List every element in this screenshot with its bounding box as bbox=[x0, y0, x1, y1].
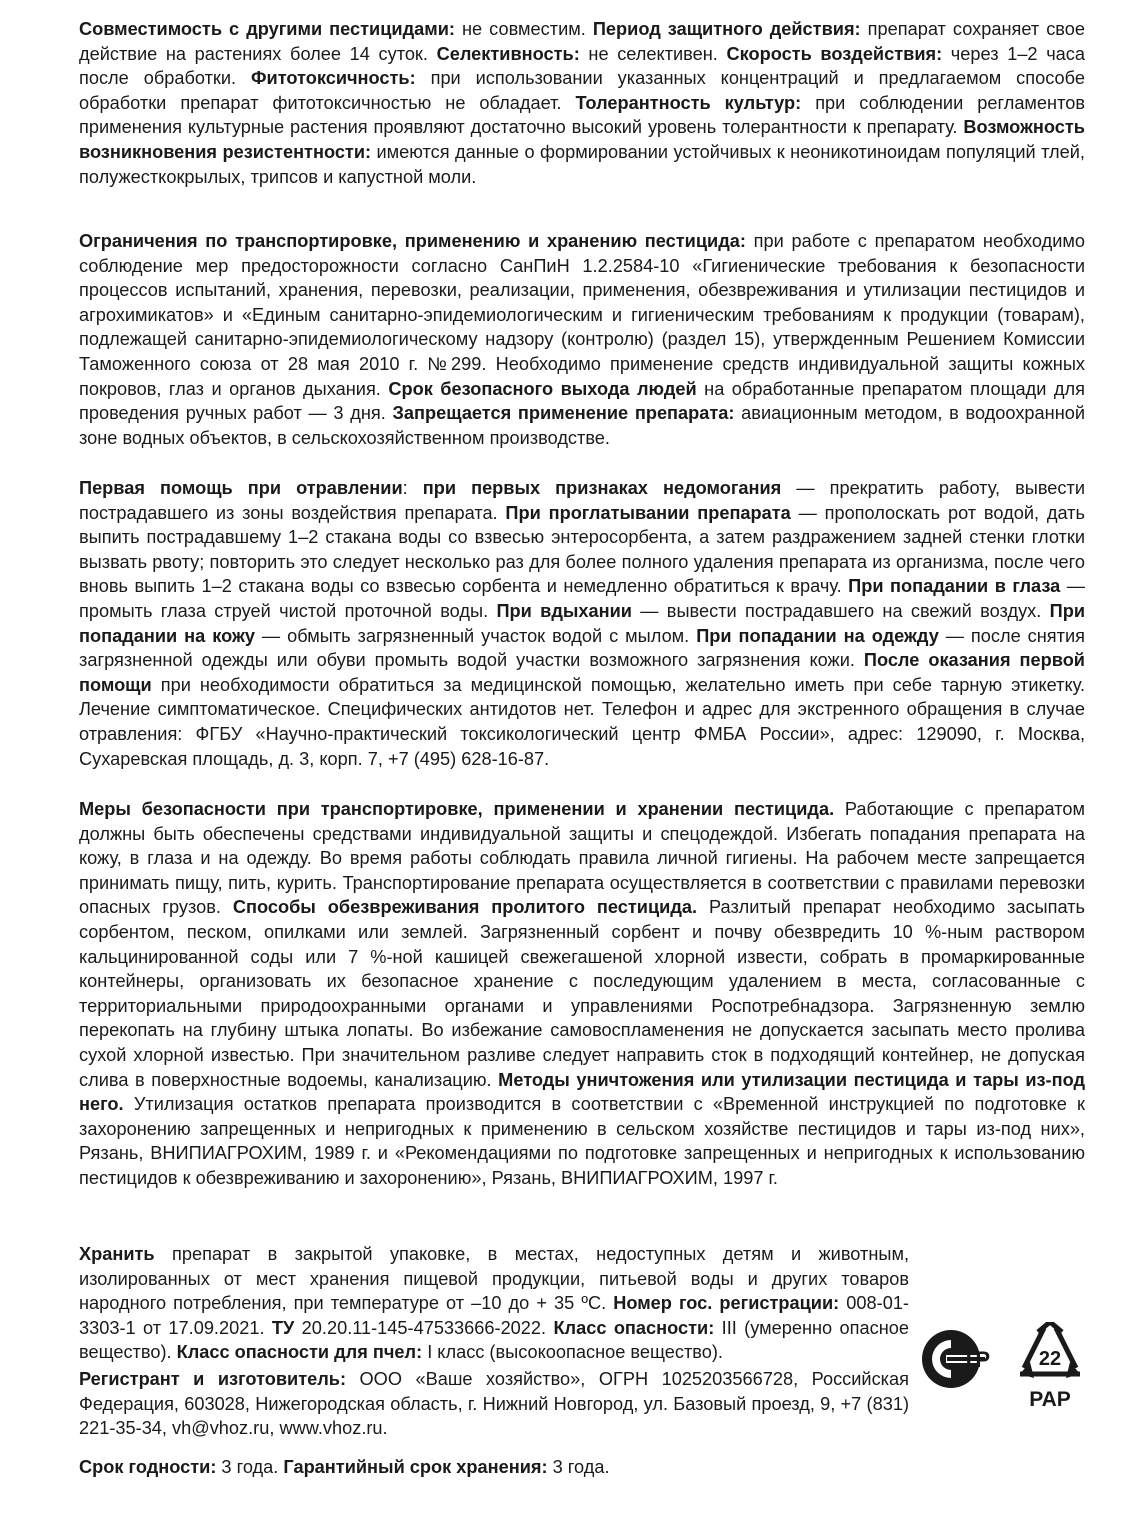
recycle-number: 22 bbox=[1038, 1348, 1062, 1370]
storage-paragraph bbox=[79, 1242, 909, 1365]
body-text: авиационным методом, в водоохранной зоне водных объектов, в сельскохозяйственном производстве. bbox=[79, 403, 1086, 448]
bold-term: При попадании в глаза bbox=[848, 576, 1061, 597]
body-text: Утилизация остатков препарата производится в соответствии с «Временной инструкцией по подготовке к захоронению запрещенных и непригодных к применению в сельском хозяйстве пестицидов и тары из-под них», Рязань, ВНИПИАГРОХИМ, 1989 г. и «Рекомендациями по подготовке запрещенных и непригодных к использованию пестицидов к обезвреживанию и захоронению», Рязань, ВНИПИАГРОХИМ, 1997 г. bbox=[79, 1094, 1085, 1188]
bold-term: Срок безопасного выхода людей bbox=[388, 378, 697, 399]
bold-term: Селективность: bbox=[436, 43, 580, 64]
compatibility-paragraph bbox=[79, 17, 1085, 189]
body-text: Работающие с препаратом должны быть обеспечены средствами индивидуальной защиты и спецодеждой. Избегать попадания препарата на кожу, в глаза и на одежду. Во время работы соблюдать правила личной гигиены. На рабочем месте запрещается принимать пищу, пить, курить. Транспортирование препарата осуществляется в соответствии с правилами перевозки опасных грузов. bbox=[79, 799, 1086, 918]
bold-term: Первая помощь при отравлении bbox=[79, 478, 403, 498]
body-text: не селективен. bbox=[579, 43, 727, 64]
body-text: имеются данные о формировании устойчивых к неоникотиноидам популяций тлей, полужесткокрылых, трипсов и капустной моли. bbox=[79, 141, 1085, 187]
body-text: препарат сохраняет свое действие на растениях более 14 суток. bbox=[79, 19, 1085, 64]
body-text: при необходимости обратиться за медицинской помощью, желательно иметь при себе тарную этикетку. Лечение симптоматическое. Специфических антидотов нет. Телефон и адрес для экстренного обращения в случае отравления: ФГБУ «Научно-практический токсикологический центр ФМБА России», адрес: 129090, г. Москва, Сухаревская площадь, д. 3, корп. 7, +7 (495) 628-16-87. bbox=[79, 674, 1085, 769]
body-text: — обмыть загрязненный участок водой с мылом. bbox=[254, 625, 697, 646]
body-text: — прополоскать рот водой, дать выпить пострадавшему 1–2 стакана воды со взвесью энтеросорбента, а затем раздражением задней стенки глотки вызвать рвоту; повторить это следует несколько раз для более полного удаления препарата из организма, после чего вновь выпить 1–2 стакана воды со взвесью сорбента и немедленно обратиться к врачу. bbox=[79, 502, 1085, 597]
body-text: ООО «Ваше хозяйство», ОГРН 1025203566728, Российская Федерация, 603028, Нижегородская область, г. Нижний Новгород, ул. Базовый проезд, 9, +7 (831) 221-35-34, vh@vhoz.ru, www.vhoz.ru. bbox=[79, 1369, 909, 1439]
body-text: — после снятия загрязненной одежды или обуви промыть водой участки возможного загрязнения кожи. bbox=[79, 625, 1085, 671]
bold-term: После оказания первой помощи bbox=[79, 650, 1085, 695]
bold-term: Толерантность культур: bbox=[575, 92, 802, 113]
bold-term: Гарантийный срок хранения: bbox=[283, 1457, 548, 1477]
body-text: — прекратить работу, вывести пострадавшего из зоны воздействия препарата. bbox=[79, 478, 1085, 523]
body-text: 3 года. bbox=[216, 1457, 284, 1477]
bold-term: Срок годности: bbox=[79, 1457, 217, 1477]
recycle-icon bbox=[1010, 1322, 1090, 1422]
body-text: 3 года. bbox=[547, 1457, 610, 1477]
recycle-label: PAP bbox=[1029, 1388, 1071, 1411]
body-text: — промыть глаза струей чистой проточной воды. bbox=[79, 576, 1085, 621]
body-text: 20.20.11-145-47533666-2022. bbox=[294, 1317, 554, 1338]
bold-term: при первых признаках недомогания bbox=[422, 478, 782, 498]
body-text: через 1–2 часа после обработки. bbox=[79, 43, 1085, 89]
bold-term: Хранить bbox=[79, 1244, 155, 1264]
bold-term: Скорость воздействия: bbox=[726, 43, 943, 64]
eac-tr-label: ТР bbox=[961, 1347, 991, 1372]
bold-term: Совместимость с другими пестицидами: bbox=[79, 19, 455, 39]
first-aid-paragraph bbox=[79, 476, 1085, 771]
bold-term: Запрещается применение препарата: bbox=[392, 403, 735, 424]
body-text: 008-01-3303-1 от 17.09.2021. bbox=[79, 1293, 909, 1338]
bold-term: Номер гос. регистрации: bbox=[613, 1293, 840, 1314]
body-text: — вывести пострадавшего на свежий воздух. bbox=[631, 600, 1050, 621]
bold-term: ТУ bbox=[271, 1317, 295, 1338]
bold-term: Меры безопасности при транспортировке, применении и хранении пестицида. bbox=[79, 799, 835, 819]
bold-term: Возможность возникновения резистентности: bbox=[79, 117, 1085, 162]
safety-measures-paragraph bbox=[79, 797, 1085, 1191]
body-text: Разлитый препарат необходимо засыпать сорбентом, песком, опилками или землей. Загрязненный сорбент и почву обезвредить 10 %-ным раствором кальцинированной соды или 7 %-ной кашицей свежегашеной хлорной извести, собрать в промаркированные контейнеры, организовать их безопасное хранение с последующим удалением в места, согласованные с территориальными природоохранными органами и управлениями Роспотребнадзора. Загрязненную землю перекопать на глубину штыка лопаты. Во избежание самовоспламенения не допускается засыпать место пролива сухой хлорной известью. При значительном разливе следует направить сток в подходящий контейнер, не допуская слива в поверхностные водоемы, канализацию. bbox=[79, 897, 1085, 1090]
bold-term: Способы обезвреживания пролитого пестицида. bbox=[232, 897, 698, 918]
eac-tr-icon bbox=[920, 1328, 1010, 1390]
bold-term: Класс опасности для пчел: bbox=[176, 1342, 423, 1363]
body-text: при соблюдении регламентов применения культурные растения проявляют достаточно высокий уровень толерантности к препарату. bbox=[79, 92, 1085, 138]
body-text: I класс (высокоопасное вещество). bbox=[422, 1342, 723, 1363]
bold-term: Класс опасности: bbox=[553, 1317, 715, 1338]
bold-term: Методы уничтожения или утилизации пестицида и тары из-под него. bbox=[79, 1069, 1085, 1115]
manufacturer-paragraph bbox=[79, 1367, 909, 1441]
body-text: при использовании указанных концентраций и предлагаемом способе обработки препарат фитотоксичностью не обладает. bbox=[79, 68, 1085, 113]
bold-term: При вдыхании bbox=[496, 600, 632, 621]
body-text: III (умеренно опасное вещество). bbox=[79, 1317, 909, 1363]
bold-term: Период защитного действия: bbox=[592, 19, 861, 39]
bold-term: Регистрант и изготовитель: bbox=[79, 1369, 347, 1389]
bold-term: Ограничения по транспортировке, применению и хранению пестицида: bbox=[79, 231, 746, 251]
body-text: при работе с препаратом необходимо соблюдение мер предосторожности согласно СанПиН 1.2.2584-10 «Гигиенические требования к безопасности процессов испытаний, хранения, перевозки, реализации, применения, обезвреживания и утилизации пестицидов и агрохимикатов» и «Единым санитарно-эпидемиологическим и гигиеническим требованиям к продукции (товарам), подлежащей санитарно-эпидемиологическому надзору (контролю) (раздел 15), утвержденным Решением Комиссии Таможенного союза от 28 мая 2010 г. №299. Необходимо применение средств индивидуальной защиты кожных покровов, глаз и органов дыхания. bbox=[79, 231, 1085, 399]
shelf-life-paragraph bbox=[79, 1455, 909, 1480]
body-text: не совместим. bbox=[454, 19, 593, 39]
body-text: : bbox=[402, 478, 423, 498]
bold-term: При попадании на кожу bbox=[79, 600, 1086, 646]
bold-term: Фитотоксичность: bbox=[251, 68, 416, 89]
body-text: на обработанные препаратом площади для проведения ручных работ — 3 дня. bbox=[79, 378, 1086, 424]
bold-term: При попадании на одежду bbox=[696, 625, 939, 646]
bold-term: При проглатывании препарата bbox=[505, 502, 791, 523]
body-text: препарат в закрытой упаковке, в местах, недоступных детям и животным, изолированных от мест хранения пищевой продукции, питьевой воды и других товаров народного потребления, при температуре от –10 до + 35 ºС. bbox=[79, 1244, 909, 1314]
restrictions-paragraph bbox=[79, 229, 1085, 450]
